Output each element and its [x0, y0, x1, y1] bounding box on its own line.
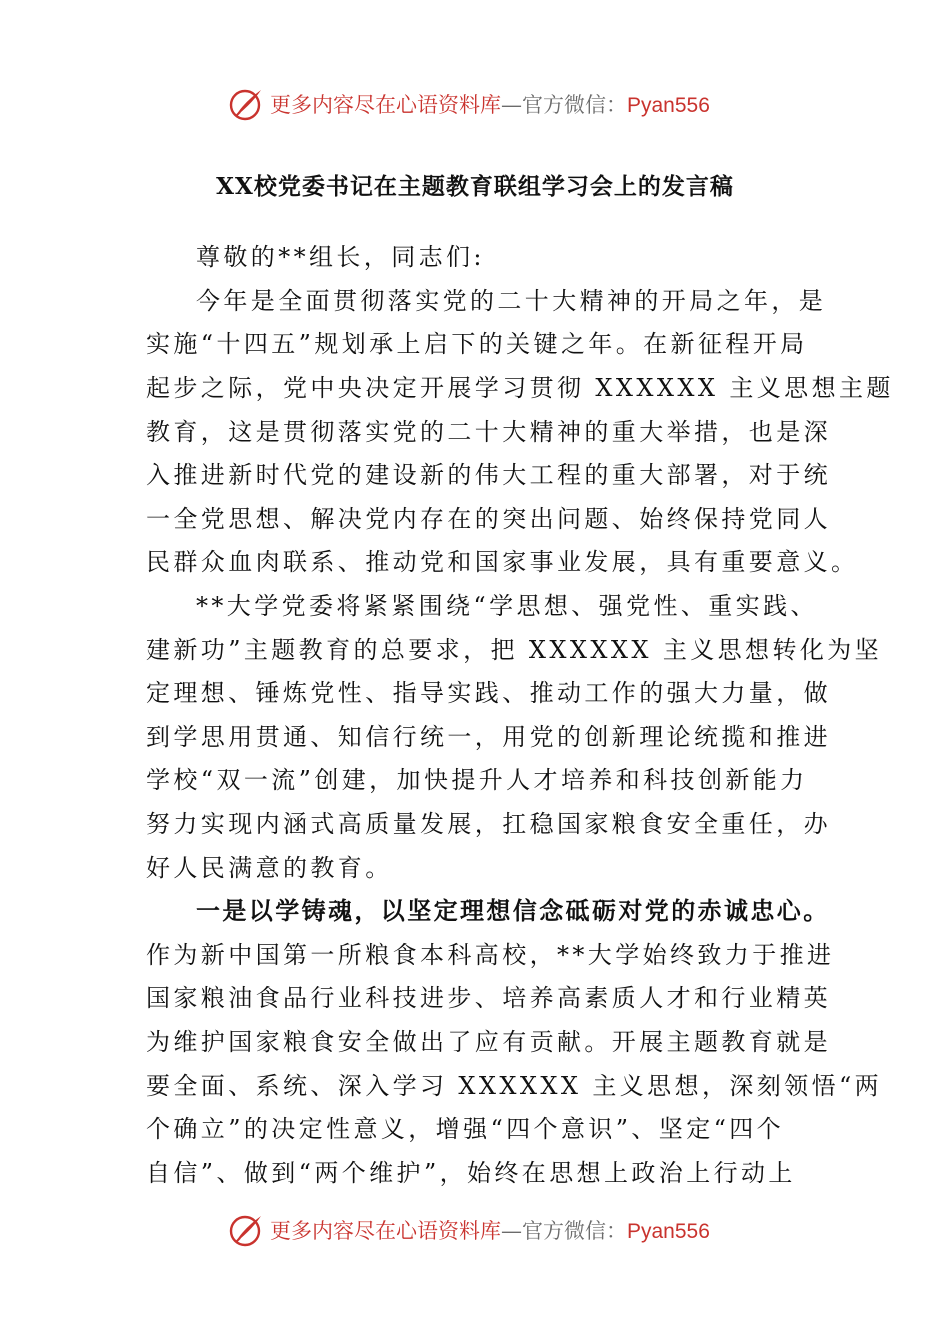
banner-site-text: 更多内容尽在心语资料库 — [270, 1219, 501, 1243]
salutation-line: 尊敬的**组长，同志们: — [196, 243, 485, 271]
paragraph-line: 建新功”主题教育的总要求，把 XXXXXX 主义思想转化为坚 — [146, 636, 883, 664]
banner-wechat-id: Pyan556 — [627, 1220, 710, 1243]
quill-logo-icon — [228, 86, 264, 122]
watermark-banner-top — [0, 84, 950, 124]
section-heading-line: 一是以学铸魂，以坚定理想信念砥砺对党的赤诚忠心。 — [196, 896, 830, 925]
watermark-banner-bottom — [0, 1210, 950, 1250]
quill-logo-icon — [228, 1212, 264, 1248]
paragraph-line: 作为新中国第一所粮食本科高校，**大学始终致力于推进 — [146, 941, 835, 969]
banner-dash: — — [501, 93, 522, 117]
paragraph-line: 要全面、系统、深入学习 XXXXXX 主义思想，深刻领悟“两 — [146, 1072, 883, 1100]
paragraph-line: 学校“双一流”创建，加快提升人才培养和科技创新能力 — [146, 766, 808, 794]
paragraph-line: 定理想、锤炼党性、指导实践、推动工作的强大力量，做 — [146, 679, 831, 707]
banner-label: 官方微信： — [522, 1219, 627, 1243]
paragraph-line: 为维护国家粮食安全做出了应有贡献。开展主题教育就是 — [146, 1028, 831, 1056]
document-title: XX校党委书记在主题教育联组学习会上的发言稿 — [216, 173, 734, 200]
paragraph-line: 今年是全面贯彻落实党的二十大精神的开局之年，是 — [196, 287, 827, 315]
banner-wechat-id: Pyan556 — [627, 94, 710, 117]
paragraph-line: 到学思用贯通、知信行统一，用党的创新理论统揽和推进 — [146, 723, 831, 751]
paragraph-line: 民群众血肉联系、推动党和国家事业发展，具有重要意义。 — [146, 548, 859, 576]
banner-dash: — — [501, 1219, 522, 1243]
banner-site-text: 更多内容尽在心语资料库 — [270, 93, 501, 117]
paragraph-line: **大学党委将紧紧围绕“学思想、强党性、重实践、 — [196, 592, 818, 620]
paragraph-line: 自信”、做到“两个维护”，始终在思想上政治上行动上 — [146, 1159, 796, 1187]
paragraph-line: 国家粮油食品行业科技进步、培养高素质人才和行业精英 — [146, 984, 831, 1012]
banner-label: 官方微信： — [522, 93, 627, 117]
paragraph-line: 好人民满意的教育。 — [146, 854, 393, 882]
paragraph-line: 一全党思想、解决党内存在的突出问题、始终保持党同人 — [146, 505, 831, 533]
paragraph-line: 实施“十四五”规划承上启下的关键之年。在新征程开局 — [146, 330, 808, 358]
paragraph-line: 入推进新时代党的建设新的伟大工程的重大部署，对于统 — [146, 461, 831, 489]
paragraph-line: 教育，这是贯彻落实党的二十大精神的重大举措，也是深 — [146, 418, 831, 446]
paragraph-line: 努力实现内涵式高质量发展，扛稳国家粮食安全重任，办 — [146, 810, 831, 838]
paragraph-line: 起步之际，党中央决定开展学习贯彻 XXXXXX 主义思想主题 — [146, 374, 894, 402]
paragraph-line: 个确立”的决定性意义，增强“四个意识”、坚定“四个 — [146, 1115, 785, 1143]
